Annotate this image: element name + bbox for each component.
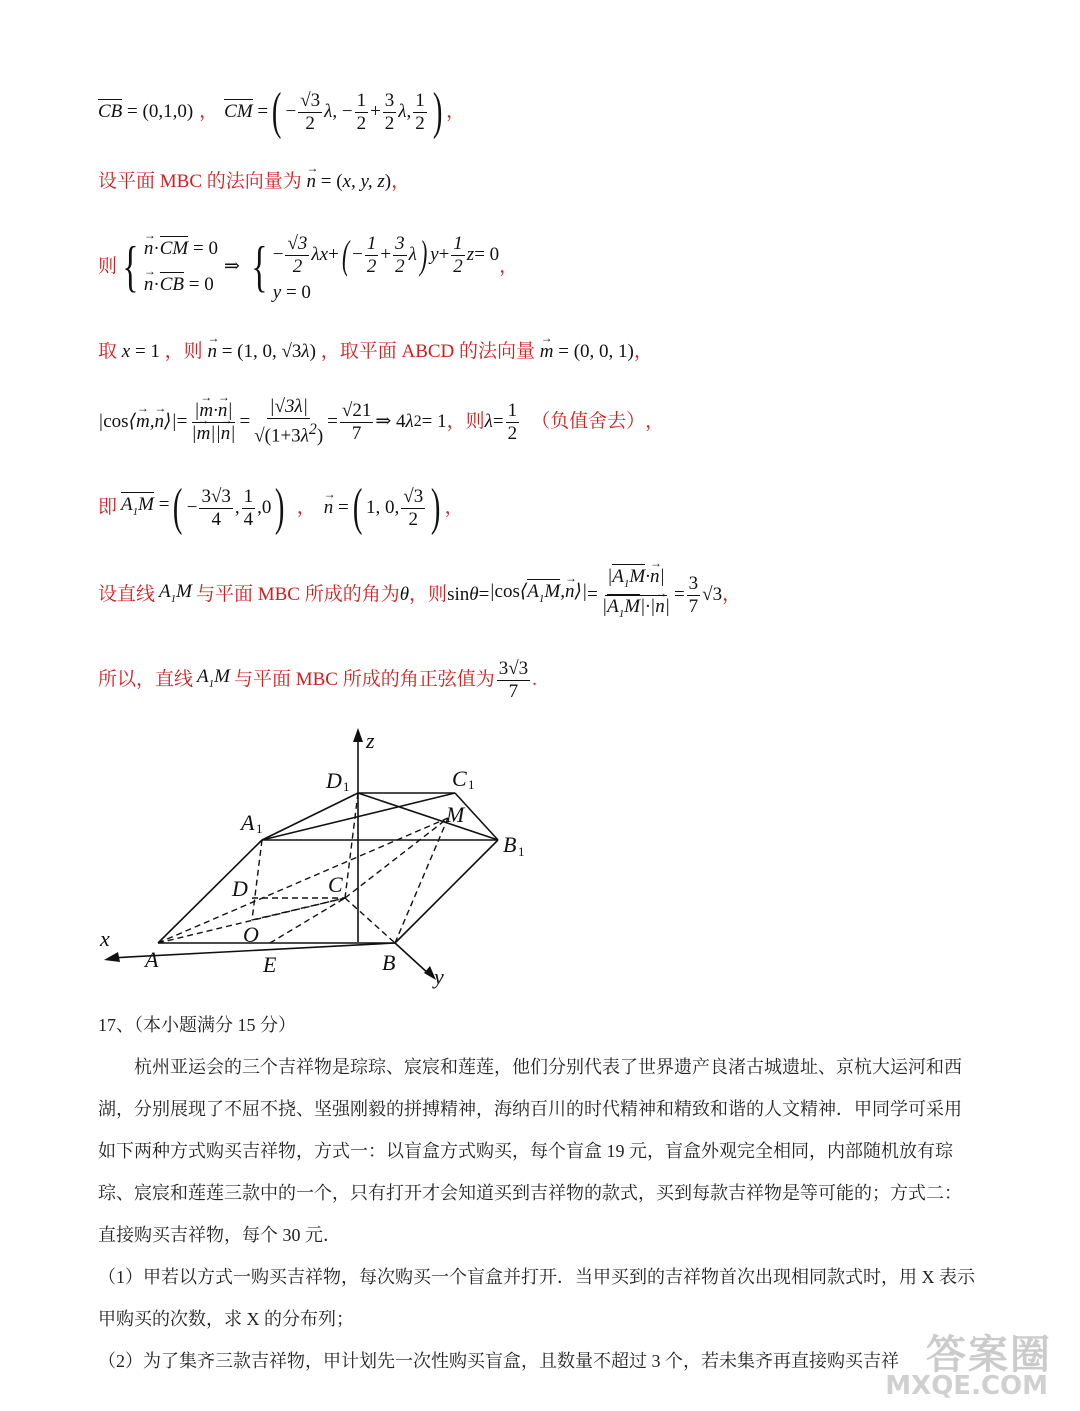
problem-17 <box>98 1004 978 1382</box>
a1m-vector-line: 即 $A_1M$ = ( − $\frac{3√3}{4}$ , $\frac{1}{4}$ ,0 ) ， → n = ( 1, 0, $\frac{√3}{2}$ ) ， <box>98 476 464 540</box>
equation-system-line: 则 { → n·CM = 0 → n·CB = 0 ⇒ { − $\frac{√3}{2}$ λx + ( − $\frac{1}{2}$ + $\frac{3}{2}$ λ ) y + $\frac{1}{2}$ z = 0 y = 0 ， <box>98 222 518 312</box>
then-label: 则 <box>98 256 118 277</box>
normal-vector-line: 设平面 MBC 的法向量为 → n = (x, y, z)， <box>98 170 410 194</box>
geometry-diagram <box>95 725 535 995</box>
line-angle-prefix: 设直线 <box>98 584 156 605</box>
conclusion-line: 所以，直线 $A_1M$ 与平面 MBC 所成的角正弦值为 $\frac{3√3}{7}$ . <box>98 657 537 702</box>
conclusion-prefix: 所以，直线 <box>98 669 194 690</box>
label-d1: D <box>326 768 342 793</box>
sub-c1: 1 <box>468 777 475 792</box>
conclusion-mid: 与平面 MBC 所成的角正弦值为 <box>233 669 495 690</box>
n-value: → n = (1, 0, √3λ) <box>207 341 316 362</box>
then-label-2: ，则 <box>164 341 203 362</box>
vector-cb-cm-line: CB = (0,1,0) ， CM = ( − $\frac{√3}{2}$ λ , − $\frac{1}{2}$ + $\frac{3}{2}$ λ , $\frac{1}{2}$ ) ， <box>98 83 466 140</box>
question-1: （1）甲若以方式一购买吉祥物，每次购买一个盲盒并打开．当甲买到的吉祥物首次出现相同款式时，用 X 表示甲购买的次数，求 X 的分布列； <box>98 1267 975 1329</box>
edge-bb1 <box>395 840 498 943</box>
then-label-3: ，则 <box>446 411 485 432</box>
problem-paragraph: 杭州亚运会的三个吉祥物是琮琮、宸宸和莲莲，他们分别代表了世界遗产良渚古城遗址、京杭大运河和西湖，分别展现了不屈不挠、坚强刚毅的拼搏精神，海纳百川的时代精神和精致和谐的人文精神．甲同学可采用如下两种方式购买吉祥物，方式一：以盲盒方式购买，每个盲盒 19 元，盲盒外观完全相同，内部随机放有琮琮、宸宸和莲莲三款中的一个，只有打开才会知道买到吉祥物的款式，买到每款吉祥物是等可能的；方式二：直接购买吉祥物，每个 30 元． <box>98 1057 962 1245</box>
normal-vector-expr: → n = (x, y, z) <box>307 171 392 192</box>
line-angle-mid: 与平面 MBC 所成的角为 <box>195 584 400 605</box>
watermark <box>882 1321 1062 1411</box>
label-d: D <box>232 876 248 901</box>
abcd-normal-label: ，取平面 ABCD 的法向量 <box>320 341 536 362</box>
label-m: M <box>446 802 465 827</box>
normal-vector-prefix: 设平面 MBC 的法向量为 <box>98 171 302 192</box>
cm-expression: CM = <box>224 101 269 122</box>
that-is-label: 即 <box>98 497 118 518</box>
sine-angle-line: 设直线 $A_1M$ 与平面 MBC 所成的角为 θ ，则 sin θ = $|\cos⟨A_1M,\to$ n⟩| = $\frac{|A_1M\cdot\to n|}{|A_1M|\cdot|\to n|}$ = $\frac{3}{7}$ √3 ， <box>98 560 741 630</box>
take-label: 取 <box>98 341 118 362</box>
watermark-logo-text: 答案圈 <box>926 1332 1052 1378</box>
label-b: B <box>382 950 396 975</box>
problem-heading: 17、（本小题满分 15 分） <box>98 1015 296 1035</box>
label-a: A <box>145 947 159 972</box>
cb-expression: CB = (0,1,0) <box>98 101 194 122</box>
m-value: → m = (0, 0, 1) <box>540 341 634 362</box>
label-c1: C <box>452 766 467 791</box>
label-c: C <box>328 872 343 897</box>
label-y: y <box>434 964 444 989</box>
x-equals-one: x = 1 <box>121 341 160 362</box>
sub-b1: 1 <box>518 844 525 859</box>
sub-a1: 1 <box>256 821 263 836</box>
label-b1: B <box>503 832 517 857</box>
edge-a1d1 <box>262 793 358 840</box>
label-o: O <box>243 922 259 947</box>
then-label-4: ，则 <box>409 584 448 605</box>
cosine-line: |cos⟨→ m,→ n⟩| = $\frac{|\to m\cdot\to n|}{|\to m||\to n|}$ = $\frac{|√3\lambda|}{√(1+3\lambda^2)}$ = $\frac{√21}{7}$ ⇒ 4 λ 2 = 1 ，则 λ = $\frac{1}{2}$ （负值舍去） ， <box>98 382 664 462</box>
label-z: z <box>366 728 375 753</box>
question-2: （2）为了集齐三款吉祥物，甲计划先一次性购买盲盒，且数量不超过 3 个，若未集齐再直接购买吉祥 <box>98 1351 899 1371</box>
negative-discarded-note: （负值舍去） <box>531 411 646 432</box>
sub-d1: 1 <box>343 779 350 794</box>
watermark-url: MXQE.COM <box>885 1371 1048 1401</box>
take-x-line: 取 x = 1 ，则 → n = (1, 0, √3λ) ，取平面 ABCD 的法向量 → m = (0, 0, 1)， <box>98 340 653 364</box>
label-a1: A <box>241 810 255 835</box>
label-e: E <box>263 952 277 977</box>
label-x: x <box>100 926 110 951</box>
